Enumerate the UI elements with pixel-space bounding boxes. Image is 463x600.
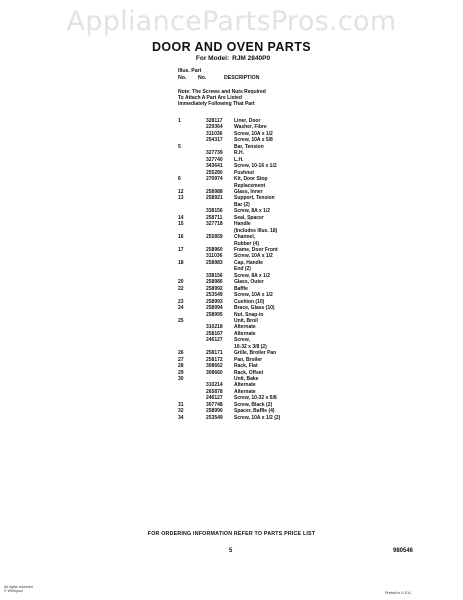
part-description: Screw, Black (2): [234, 401, 273, 408]
part-number: 310214: [206, 382, 223, 389]
illus-number: 18: [178, 259, 184, 266]
part-description: Screw, 10-32 x 5/8: [234, 395, 277, 402]
part-number: 327740: [206, 156, 223, 163]
part-description: Rack, Flat: [234, 363, 258, 370]
illus-number: 15: [178, 221, 184, 228]
part-number: 327739: [206, 150, 223, 157]
part-description: Screw, 8A x 1/2: [234, 208, 271, 215]
part-description: Screw, 10A x 1/2: [234, 253, 273, 260]
illus-number: 6: [178, 176, 181, 183]
part-description: Frame, Door Front: [234, 247, 278, 253]
part-description: (Includes Illus. 18): [234, 227, 278, 234]
part-number: 308662: [206, 363, 223, 370]
part-number: 258983: [206, 259, 223, 266]
part-description: Screw, 10A x 1/2 (2): [234, 414, 281, 421]
illus-number: 16: [178, 234, 184, 241]
part-number: 258993: [206, 298, 223, 305]
part-no-header: No.: [198, 75, 207, 81]
illus-number: 30: [178, 376, 184, 382]
part-number: 311036: [206, 130, 223, 137]
site-watermark: AppliancePartsPros.com: [66, 6, 397, 37]
part-description: Liner, Door: [234, 118, 261, 124]
part-description: Alternate: [234, 324, 256, 331]
catalog-number: 980546: [393, 548, 414, 554]
illus-number: 5: [178, 143, 181, 150]
model-line: [0, 55, 463, 62]
part-number: 343641: [206, 163, 223, 170]
illus-number: 28: [178, 363, 184, 370]
part-description: Handle: [234, 221, 251, 228]
part-description: L.H.: [234, 156, 244, 163]
part-description: 10-32 x 3/8 (2): [234, 343, 267, 350]
part-description: Alternate: [234, 330, 256, 337]
part-description: Spacer, Baffle (4): [234, 408, 275, 415]
part-description: Pan, Broiler: [234, 356, 263, 363]
part-description: Screw, 10A x 1/2: [234, 130, 273, 137]
illus-number: 24: [178, 305, 184, 312]
part-number: 311036: [206, 253, 223, 260]
illus-number: 25: [178, 317, 184, 324]
illus-number: 1: [178, 118, 181, 124]
part-number: 246127: [206, 395, 223, 402]
part-description: Unit, Broil: [234, 317, 258, 324]
part-description: Replacement: [234, 182, 266, 189]
illus-number: 17: [178, 247, 184, 253]
illus-part-header: Illus. Part: [178, 68, 202, 74]
part-number: 258960: [206, 247, 223, 253]
part-description: Screw, 8A x 1/2: [234, 272, 271, 279]
illus-number: 20: [178, 279, 184, 286]
part-description: Bar, Tension: [234, 143, 264, 150]
part-description: Support, Tension: [234, 195, 275, 202]
part-description: Pushnut: [234, 169, 254, 176]
part-number: 307748: [206, 401, 223, 408]
part-number: 229364: [206, 124, 223, 131]
illus-number: 31: [178, 401, 184, 408]
part-description: End (2): [234, 266, 251, 273]
part-description: Brace, Glass (10): [234, 305, 275, 312]
part-number: 254317: [206, 137, 223, 144]
part-number: 258990: [206, 408, 223, 415]
part-number: 255280: [206, 169, 223, 176]
part-number: 253549: [206, 292, 223, 299]
description-header: DESCRIPTION: [224, 75, 260, 81]
note-block: [178, 89, 328, 107]
illus-number: 32: [178, 408, 184, 415]
illus-no-header: No.: [178, 75, 187, 81]
part-number: 258988: [206, 188, 223, 195]
part-description: Cap, Handle: [234, 259, 263, 266]
note-line: To Attach A Part Are Listed: [178, 95, 242, 102]
part-description: Screw, 10-16 x 1/2: [234, 163, 277, 170]
illus-number: 14: [178, 214, 184, 221]
part-number: 258995: [206, 311, 223, 318]
part-number: 338156: [206, 208, 223, 215]
part-description: Unit, Bake: [234, 376, 259, 382]
part-description: Channel,: [234, 234, 256, 241]
part-number: 246127: [206, 337, 223, 344]
illus-number: 13: [178, 195, 184, 202]
part-description: Cushion (10): [234, 298, 265, 305]
note-line: Note: The Screws and Nuts Required: [178, 89, 266, 95]
part-number: 258994: [206, 305, 223, 312]
part-number: 308660: [206, 369, 223, 376]
part-description: Screw, 10A x 1/2: [234, 292, 273, 299]
part-description: R.H.: [234, 150, 244, 157]
part-description: Bar (2): [234, 201, 250, 208]
part-description: Kit, Door Stop: [234, 176, 268, 183]
part-description: Glass, Inner: [234, 188, 263, 195]
part-description: Baffle: [234, 285, 248, 292]
part-description: Nut, Snap-in: [234, 311, 264, 318]
part-description: Screw,: [234, 337, 250, 344]
part-number: 265878: [206, 388, 223, 395]
part-description: Glass, Outer: [234, 279, 264, 286]
part-number: 253549: [206, 414, 223, 421]
part-number: 270974: [206, 176, 223, 183]
illus-number: 12: [178, 188, 184, 195]
page-title: DOOR AND OVEN PARTS: [152, 40, 311, 54]
part-number: 328117: [206, 118, 223, 124]
part-number: 258711: [206, 214, 223, 221]
part-number: 255859: [206, 234, 223, 241]
part-description: Alternate: [234, 382, 256, 389]
part-number: 258992: [206, 285, 223, 292]
part-number: 310218: [206, 324, 223, 331]
part-description: Grille, Broiler Pan: [234, 350, 277, 357]
part-number: 258172: [206, 356, 223, 363]
part-number: 258167: [206, 330, 223, 337]
part-number: 258171: [206, 350, 223, 357]
fine-print-left: [4, 585, 33, 593]
part-description: Rack, Offset: [234, 369, 264, 376]
illus-number: 22: [178, 285, 184, 292]
part-number: 338156: [206, 272, 223, 279]
part-description: Rubber (4): [234, 240, 259, 247]
fine-print-right: Printed in U.S.A.: [385, 591, 412, 595]
fine-print-line: © Whirlpool: [4, 589, 23, 593]
illus-number: 26: [178, 350, 184, 357]
page-number: 5: [229, 548, 233, 554]
ordering-info: FOR ORDERING INFORMATION REFER TO PARTS PRICE LIST: [147, 531, 316, 537]
part-number: 258986: [206, 279, 223, 286]
illus-number: 29: [178, 369, 184, 376]
part-description: Seal, Spacer: [234, 214, 264, 221]
part-number: 327718: [206, 221, 223, 228]
model-number: RJM 2840P0: [232, 55, 271, 62]
note-line: Immediately Following That Part: [178, 101, 255, 108]
illus-number: 23: [178, 298, 184, 305]
part-number: 258921: [206, 195, 223, 202]
fine-print-line: All rights reserved: [4, 585, 33, 589]
part-description: Alternate: [234, 388, 256, 395]
illus-number: 27: [178, 356, 184, 363]
model-label: For Model:: [195, 55, 230, 62]
illus-number: 34: [178, 414, 184, 421]
part-description: Washer, Fibre: [234, 124, 267, 131]
part-description: Screw, 10A x 5/8: [234, 137, 273, 144]
